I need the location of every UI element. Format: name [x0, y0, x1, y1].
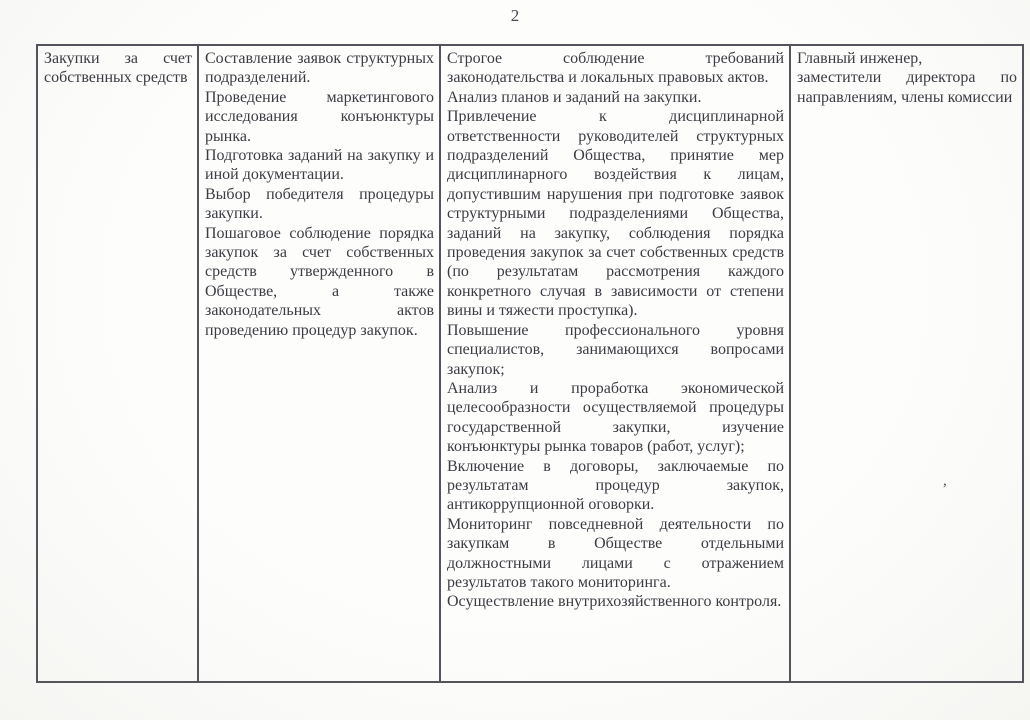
paragraph: Закупки за счет собственных средств	[44, 50, 192, 87]
paragraph: Составление заявок структурных подразделений.	[205, 50, 434, 87]
cell-responsible	[789, 46, 1022, 681]
paragraph: Проведение маркетингового исследования конъюнктуры рынка.	[205, 88, 434, 145]
page-number: 2	[510, 6, 520, 25]
procurement-plan-table	[36, 44, 1024, 683]
paragraph: Главный инженер,	[797, 50, 923, 67]
paragraph: Повышение профессионального уровня специалистов, занимающихся вопросами закупок;	[447, 321, 784, 378]
cell-process	[38, 46, 197, 681]
paragraph: Анализ и проработка экономической целесообразности осуществляемой процедуры государственной закупки, изучение конъюнктуры рынка товаров (работ, услуг);	[447, 379, 784, 456]
paragraph: Подготовка заданий на закупку и иной документации.	[205, 147, 434, 184]
paragraph: Анализ планов и заданий на закупки.	[447, 88, 702, 106]
paragraph: Привлечение к дисциплинарной ответственности руководителей структурных подразделений Общества, принятие мер дисциплинарного воздействия к лицам, допустившим нарушения при подготовке заявок структурными подразделениями Общества, заданий на закупку, соблюдения порядка проведения закупок за счет собственных средств (по результатам рассмотрения каждого конкретного случая в зависимости от степени вины и тяжести проступка).	[447, 108, 784, 320]
cell-measures	[439, 46, 789, 681]
paragraph: Осуществление внутрихозяйственного контроля.	[447, 593, 782, 611]
cell-procedures	[197, 46, 439, 681]
paragraph: Строгое соблюдение требований законодательства и локальных правовых актов.	[447, 50, 784, 87]
paragraph: Пошаговое соблюдение порядка закупок за счет собственных средств утвержденного в Обществе, а также законодательных актов проведению процедур закупок.	[205, 224, 434, 339]
paragraph: заместители директора по направлениям, члены комиссии	[797, 69, 1017, 106]
paragraph: Выбор победителя процедуры закупки.	[205, 185, 434, 223]
scan-artifact-speck: ,	[943, 473, 947, 489]
paragraph: Включение в договоры, заключаемые по результатам процедур закупок, антикоррупционной оговорки.	[447, 457, 784, 514]
paragraph: Мониторинг повседневной деятельности по закупкам в Обществе отдельными должностными лицами с отражением результатов такого мониторинга.	[447, 515, 784, 591]
